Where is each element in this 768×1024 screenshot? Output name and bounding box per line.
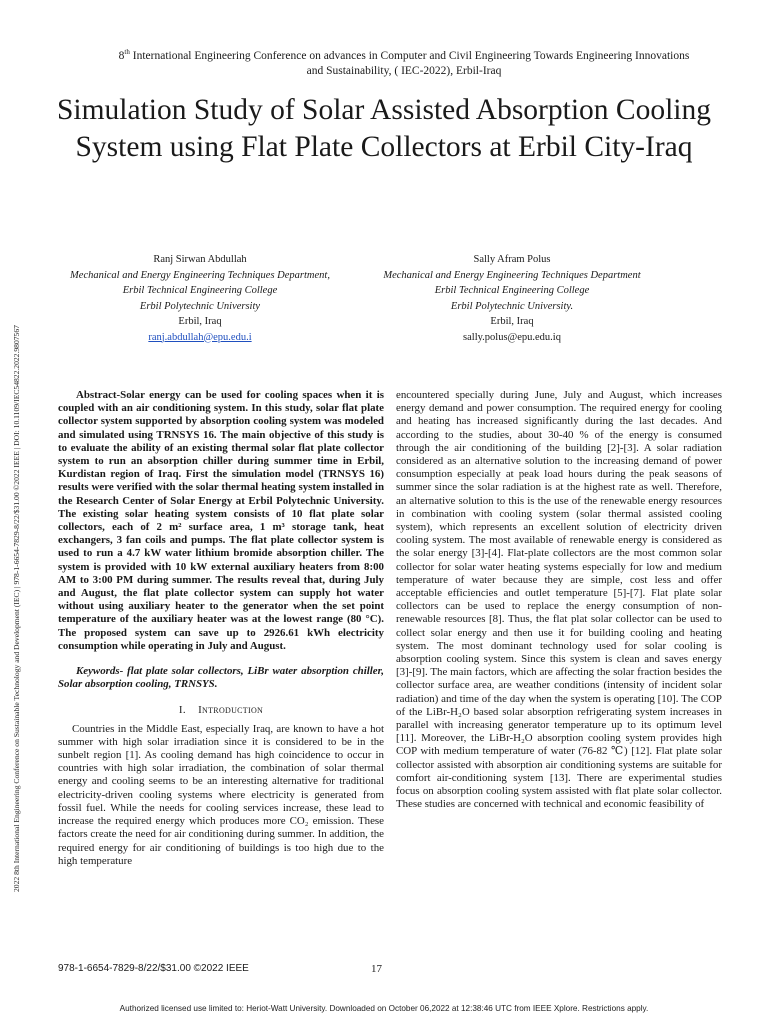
conference-ordinal-suffix: th (124, 48, 130, 56)
author-block-2 (352, 252, 672, 345)
left-column (58, 389, 384, 868)
paper-title: Simulation Study of Solar Assisted Absorption Cooling System using Flat Plate Collectors at Erbil City-Iraq (57, 94, 711, 163)
conference-header (70, 45, 738, 79)
author-department: Mechanical and Energy Engineering Techniques Department (383, 269, 641, 281)
section-heading-introduction (58, 704, 384, 717)
author-college: Erbil Technical Engineering College (122, 285, 278, 296)
author-city: Erbil, Iraq (490, 316, 534, 327)
right-column (396, 389, 722, 812)
abstract: Abstract-Solar energy can be used for cooling spaces when it is coupled with an air conditioning system. In this study, solar flat plate collector system supported by absorption cooling system was modeled and simulated using TRNSYS 16. The main objective of this study is to evaluate the ability of an existing thermal solar flat plate collector system to run an absorption chiller during summer time in Erbil, Kurdistan region of Iraq. First the simulation model (TRNSYS 16) results were verified with the solar thermal heating system installed in the Research Center of Solar Energy at Erbil Polytechnic University. The existing solar heating system consists of 10 flat plate solar collectors, each of 2 m² surface area, 1 m³ storage tank, heat exchangers, 3 fan coils and pumps. The flat plate collector system is used to run a 4.7 kW water lithium bromide absorption chiller. The system is provided with 10 kW external auxiliary heaters from 8:00 AM to 3:00 PM during summer. The results reveal that, during July and August, the flat plate collector system can supply hot water without using auxiliary heater to the generator when the set point temperature of the auxiliary heater was at the lowest range (80 °C). The proposed system can save up to 2926.61 kWh electricity consumption while operating in July and August. (58, 389, 384, 652)
author-city: Erbil, Iraq (178, 316, 222, 327)
author-university: Erbil Polytechnic University (139, 300, 261, 312)
author-email-link[interactable]: ranj.abdullah@epu.edu.i (148, 331, 252, 343)
author-college: Erbil Technical Engineering College (434, 285, 590, 296)
conference-header-line2: and Sustainability, ( IEC-2022), Erbil-Iraq (306, 64, 502, 77)
author-name: Ranj Sirwan Abdullah (153, 254, 247, 265)
license-notice: Authorized licensed use limited to: Heriot-Watt University. Downloaded on October 06,2022 at 12:38:46 UTC from IEEE Xplore. Restrictions apply. (119, 1004, 649, 1013)
author-university: Erbil Polytechnic University. (450, 300, 574, 312)
keywords: Keywords- flat plate solar collectors, LiBr water absorption chiller, Solar absorption cooling, TRNSYS. (58, 665, 384, 691)
intro-paragraph-left: Countries in the Middle East, especially Iraq, are known to have a hot summer with high solar irradiation since it is considered to be in the sunbelt region [1]. As cooling demand has high coincidence to occur in countries with high solar irradiation, the combination of solar thermal energy and cooling seems to be an interesting alternative for traditional electricity-driven cooling systems where electricity is generated from fossil fuel. While the needs for cooling services increase, these lead to increase the required energy which produces more CO₂ emission. These factors create the need for air conditioning during summer. In addition, the required energy for air conditioning of buildings is too high due to the high temperature (58, 722, 384, 867)
author-block-1 (40, 252, 360, 345)
footer-isbn: 978-1-6654-7829-8/22/$31.00 ©2022 IEEE (58, 963, 249, 974)
page-number: 17 (371, 963, 382, 975)
conference-header-line1 (70, 45, 738, 64)
author-name: Sally Afram Polus (473, 254, 551, 265)
conference-ordinal: 8 (118, 49, 125, 62)
author-email: sally.polus@epu.edu.iq (463, 331, 561, 343)
section-number: I. (178, 704, 186, 717)
author-department: Mechanical and Energy Engineering Techniques Department, (70, 269, 330, 281)
conference-name: International Engineering Conference on advances in Computer and Civil Engineering Towards Engineering Innovations (132, 49, 690, 62)
section-title: Introduction (198, 704, 264, 717)
intro-paragraph-right: encountered specially during June, July and August, which increases energy demand and power consumption. The required energy for cooling and heating has increased significantly during the last decades. And according to the studies, about 30-40 % of the energy is consumed through the air conditioning of the building [2]-[3]. A solar radiation considered as an alternative solution to the increasing demand of power consumption especially at peak load hours during the peak seasons of summer since the solar radiation is at the highest rate as well. Therefore, an alternative solution to this is the use of the renewable energy resources in combination with cooling system (solar thermal assisted cooling system), which represents an excellent solution of electricity driven cooling system. The most available of renewable energy is considered as the solar energy [3]-[4]. Flat-plate collectors are the most common solar collector for solar water heating systems especially for low and medium temperature of water because they are simple, cost less and offer acceptable efficiencies and outlet temperature [5]-[7]. Flat plate solar collectors can be used to replace the energy consumption of non-renewable resources [8]. Thus, the flat plat solar collector can be used to collect solar energy and then use it for building cooling and heating system. The most dominant technology used for solar cooling is absorption cooling system. Since this system is clean and saves energy [3]-[9]. The main factors, which are affecting the solar fraction besides the collector surface area, are weather conditions (intensity of incident solar radiation) and time of the day when the system is operating [10]. The COP of the LiBr-H₂O based solar absorption refrigerating system increases in parallel with increasing generator temperature up to its optimum level [11]. Moreover, the LiBr-H₂O absorption cooling system provides high COP with medium temperature of water (76-82 ℃) [12]. Flat plate solar collector assisted with absorption air conditioning systems are suitable for comfort air-conditioning system [13]. There are experimental studies focus on absorption cooling system assisted with flat plate solar collector. These studies are concerned with technical and economic feasibility of (396, 389, 722, 811)
side-metadata-strip: 2022 8th International Engineering Conference on Sustainable Technology and Development (IEC) | 978-1-6654-7829-8/22/$31.00 ©2022 IEEE | DOI: 10.1109/IEC54822.2022.9807567 (12, 325, 21, 892)
